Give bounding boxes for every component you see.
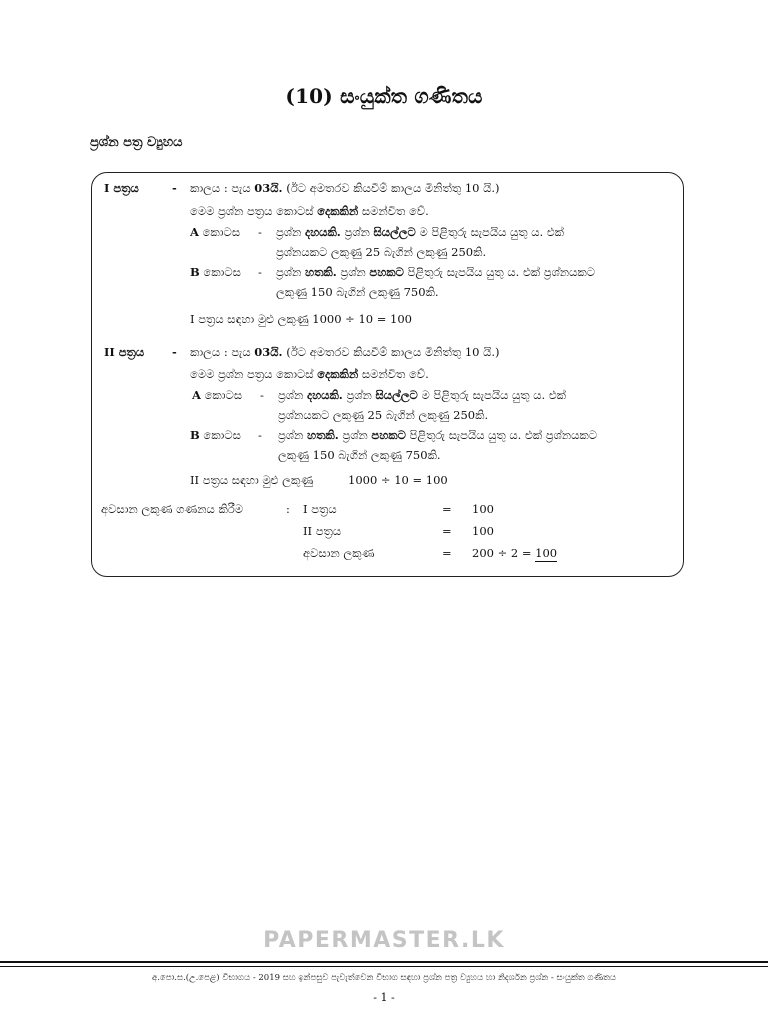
p2a-bold1: දහයකි. [307, 388, 343, 402]
paper1-partB-label [190, 267, 241, 279]
paper2-consists-bold: දෙකකින් [317, 367, 359, 381]
paper1-time [190, 183, 500, 195]
p1b-pre: ප්‍රශ්න [276, 265, 306, 279]
paper2-partB-label [190, 430, 241, 442]
final-row-eq: = [442, 502, 452, 516]
page-title: (10) සංයුක්ත ගණිතය [285, 84, 483, 108]
paper1-partB-line1 [276, 267, 595, 279]
final-row-eq: = [442, 546, 452, 560]
paper2-partA-label [192, 390, 242, 402]
final-colon: : [286, 502, 290, 516]
paper2-partB-letter: B [190, 428, 200, 442]
p2b-pre: ප්‍රශ්න [278, 428, 308, 442]
paper2-dash: - [172, 345, 177, 359]
paper2-partA-line2: ප්‍රශ්නයකට ලකුණු 25 බැගින් ලකුණු 250කි. [278, 408, 489, 422]
paper2-time-prefix: කාලය : පැය [190, 345, 255, 359]
final-row-value [472, 548, 557, 560]
p2b-post: පිළිතුරු සැපයිය යුතු ය. එක් ප්‍රශ්නයකට [405, 428, 597, 442]
footer-rule [0, 961, 768, 963]
paper1-partB-dash: - [258, 265, 262, 279]
paper1-partA-dash: - [258, 225, 262, 239]
p2a-bold2: සියල්ලට [375, 388, 418, 402]
paper1-time-hours: 03යි. [254, 181, 283, 195]
p2b-mid: ප්‍රශ්න [338, 428, 372, 442]
paper2-label: II පත්‍රය [104, 345, 145, 359]
paper1-consists-bold: දෙකකින් [317, 204, 359, 218]
paper2-total-label: II පත්‍රය සඳහා මුළු ලකුණු [190, 473, 314, 487]
final-row-value: 100 [472, 524, 494, 538]
final-row-name: I පත්‍රය [303, 502, 337, 516]
paper1-total: I පත්‍රය සඳහා මුළු ලකුණු 1000 ÷ 10 = 100 [190, 312, 413, 326]
section-heading: ප්‍රශ්න පත්‍ර ව්‍යුහය [90, 135, 183, 150]
paper2-partB-line2: ලකුණු 150 බැගින් ලකුණු 750කි. [278, 448, 441, 462]
p2a-pre: ප්‍රශ්න [278, 388, 308, 402]
paper2-partA-dash: - [260, 388, 264, 402]
final-row-name: II පත්‍රය [303, 524, 342, 538]
footer-rule-thin [0, 966, 768, 967]
paper2-partA-line1 [278, 390, 566, 402]
paper2-total-calc: 1000 ÷ 10 = 100 [348, 473, 448, 487]
final-row-name: අවසාන ලකුණ [303, 546, 375, 560]
paper1-partB-word: කොටස [199, 265, 241, 279]
paper2-partB-dash: - [258, 428, 262, 442]
paper1-consists-pre: මෙම ප්‍රශ්න පත්‍රය කොටස් [190, 204, 318, 218]
p1a-bold2: සියල්ලට [373, 225, 416, 239]
paper1-partA-line1 [276, 227, 564, 239]
page-number: - 1 - [373, 991, 395, 1004]
p1b-bold1: හතකි. [305, 265, 337, 279]
watermark: PAPERMASTER.LK [263, 928, 505, 953]
final-label: අවසාන ලකුණ ගණනය කිරීම [101, 502, 244, 516]
paper-structure-box [91, 172, 684, 577]
p2b-bold1: හතකි. [307, 428, 339, 442]
p1a-post: ම පිළිතුරු සැපයිය යුතු ය. එක් [415, 225, 564, 239]
paper1-label: I පත්‍රය [104, 181, 139, 195]
p1a-pre: ප්‍රශ්න [276, 225, 306, 239]
paper2-time [190, 347, 500, 359]
p1b-mid: ප්‍රශ්න [336, 265, 370, 279]
p2b-bold2: පහකට [371, 428, 406, 442]
final-calc: 200 ÷ 2 = [472, 546, 536, 560]
paper1-consists [190, 206, 429, 218]
paper2-partB-line1 [278, 430, 597, 442]
final-row-value: 100 [472, 502, 494, 516]
paper2-consists-pre: මෙම ප්‍රශ්න පත්‍රය කොටස් [190, 367, 318, 381]
paper1-partA-line2: ප්‍රශ්නයකට ලකුණු 25 බැගින් ලකුණු 250කි. [276, 245, 487, 259]
paper1-partA-word: කොටස [198, 225, 241, 239]
p1b-bold2: පහකට [369, 265, 404, 279]
p2a-mid: ප්‍රශ්න [342, 388, 376, 402]
p1a-bold1: දහයකි. [305, 225, 341, 239]
paper2-time-hours: 03යි. [254, 345, 283, 359]
paper1-dash: - [172, 181, 177, 195]
p2a-post: ම පිළිතුරු සැපයිය යුතු ය. එක් [417, 388, 566, 402]
paper1-time-prefix: කාලය : පැය [190, 181, 255, 195]
p1a-mid: ප්‍රශ්න [340, 225, 374, 239]
paper1-time-note: (ඊට අමතරව කියවීම් කාලය මිනිත්තු 10 යි.) [282, 181, 500, 195]
paper2-partA-word: කොටස [200, 388, 243, 402]
paper1-partA-label [190, 227, 240, 239]
final-result: 100 [535, 546, 558, 560]
paper2-partB-word: කොටස [199, 428, 241, 442]
p1b-post: පිළිතුරු සැපයිය යුතු ය. එක් ප්‍රශ්නයකට [403, 265, 595, 279]
final-row-eq: = [442, 524, 452, 538]
paper1-partB-line2: ලකුණු 150 බැගින් ලකුණු 750කි. [276, 285, 439, 299]
paper2-time-note: (ඊට අමතරව කියවීම් කාලය මිනිත්තු 10 යි.) [282, 345, 500, 359]
paper2-partA-letter: A [192, 388, 201, 402]
paper2-consists-post: සමන්විත වේ. [358, 367, 429, 381]
paper2-consists [190, 369, 429, 381]
footer-text: අ.පො.ස.(උ.පෙළ) විභාගය - 2019 සහ ඉන්පසුව පැවැත්වෙන විභාග සඳහා ප්‍රශ්න පත්‍ර ව්‍යුහය හා නිදර්ශන ප්‍රශ්න - සංයුක්ත ගණිතය [151, 973, 617, 983]
paper1-partB-letter: B [190, 265, 200, 279]
paper1-consists-post: සමන්විත වේ. [358, 204, 429, 218]
paper1-partA-letter: A [190, 225, 199, 239]
